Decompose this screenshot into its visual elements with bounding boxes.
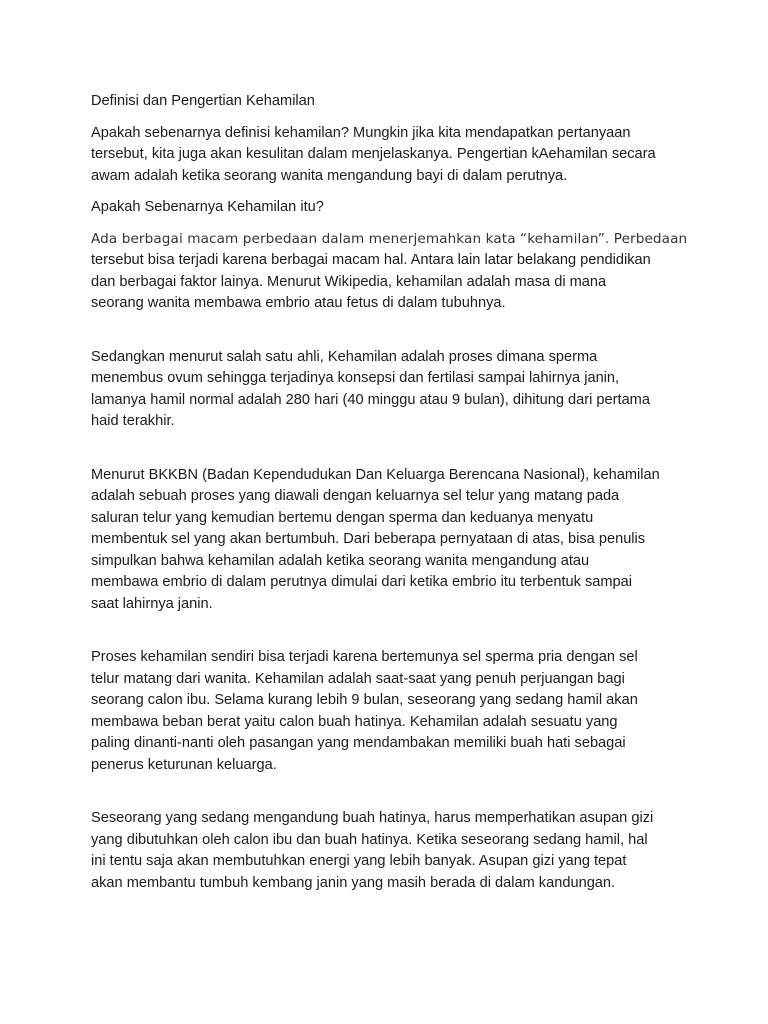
paragraph-intro (91, 123, 691, 188)
paragraph-line: saluran telur yang kemudian bertemu dengan sperma dan keduanya menyatu (91, 509, 594, 526)
paragraph-line: seorang wanita membawa embrio atau fetus di dalam tubuhnya. (91, 295, 506, 311)
paragraph-line: yang dibutuhkan oleh calon ibu dan buah hatinya. Ketika seseorang sedang hamil, hal (91, 831, 648, 848)
paragraph-line: tersebut bisa terjadi karena berbagai macam hal. Antara lain latar belakang pendidikan (91, 252, 651, 268)
paragraph-line: penerus keturunan keluarga. (91, 756, 277, 773)
paragraph-line: Seseorang yang sedang mengandung buah hatinya, harus memperhatikan asupan gizi (91, 810, 654, 826)
paragraph-line: menembus ovum sehingga terjadinya konsepsi dan fertilasi sampai lahirnya janin, (91, 370, 620, 386)
document-body (91, 91, 691, 904)
paragraph-line: Menurut BKKBN (Badan Kependudukan Dan Keluarga Berencana Nasional), kehamilan (91, 466, 660, 483)
paragraph-line: Proses kehamilan sendiri bisa terjadi karena bertemunya sel sperma pria dengan sel (91, 649, 638, 665)
paragraph-line: membawa embrio di dalam perutnya dimulai dari ketika embrio itu terbentuk sampai (91, 574, 633, 590)
paragraph-line: saat lahirnya janin. (91, 595, 213, 612)
section-heading (91, 197, 691, 219)
paragraph-line: awam adalah ketika seorang wanita mengandung bayi di dalam perutnya. (91, 167, 568, 184)
paragraph-line: adalah sebuah proses yang diawali dengan keluarnya sel telur yang matang pada (91, 488, 620, 504)
paragraph-ahli (91, 347, 691, 433)
paragraph-line: dan berbagai faktor lainya. Menurut Wikipedia, kehamilan adalah masa di mana (91, 273, 607, 290)
paragraph-line: lamanya hamil normal adalah 280 hari (40 minggu atau 9 bulan), dihitung dari pertama (91, 391, 650, 408)
paragraph-line: paling dinanti-nanti oleh pasangan yang mendambakan memiliki buah hati sebagai (91, 735, 626, 751)
paragraph-line: ini tentu saja akan membutuhkan energi yang lebih banyak. Asupan gizi yang tepat (91, 853, 627, 869)
paragraph-line: Ada berbagai macam perbedaan dalam menerjemahkan kata “kehamilan”. Perbedaan (91, 230, 688, 247)
document-title: Definisi dan Pengertian Kehamilan (91, 93, 315, 109)
paragraph-gizi (91, 808, 691, 894)
paragraph-line: telur matang dari wanita. Kehamilan adalah saat-saat yang penuh perjuangan bagi (91, 670, 625, 687)
paragraph-line: simpulkan bahwa kehamilan adalah ketika seorang wanita mengandung atau (91, 552, 590, 569)
paragraph-line: akan membantu tumbuh kembang janin yang masih berada di dalam kandungan. (91, 874, 616, 891)
paragraph-line: Sedangkan menurut salah satu ahli, Kehamilan adalah proses dimana sperma (91, 348, 598, 365)
paragraph-bkkbn (91, 465, 691, 616)
paragraph-line: membentuk sel yang akan bertumbuh. Dari beberapa pernyataan di atas, bisa penulis (91, 531, 646, 547)
paragraph-line: haid terakhir. (91, 413, 175, 429)
paragraph-line: tersebut, kita juga akan kesulitan dalam menjelaskanya. Pengertian kAehamilan secara (91, 146, 656, 162)
paragraph-line: membawa beban berat yaitu calon buah hatinya. Kehamilan adalah sesuatu yang (91, 713, 618, 730)
paragraph-line: seorang calon ibu. Selama kurang lebih 9 bulan, seseorang yang sedang hamil akan (91, 692, 638, 708)
paragraph-wikipedia (91, 229, 691, 315)
heading-line: Apakah Sebenarnya Kehamilan itu? (91, 199, 324, 215)
paragraph-proses (91, 647, 691, 776)
paragraph-line: Apakah sebenarnya definisi kehamilan? Mungkin jika kita mendapatkan pertanyaan (91, 124, 631, 141)
